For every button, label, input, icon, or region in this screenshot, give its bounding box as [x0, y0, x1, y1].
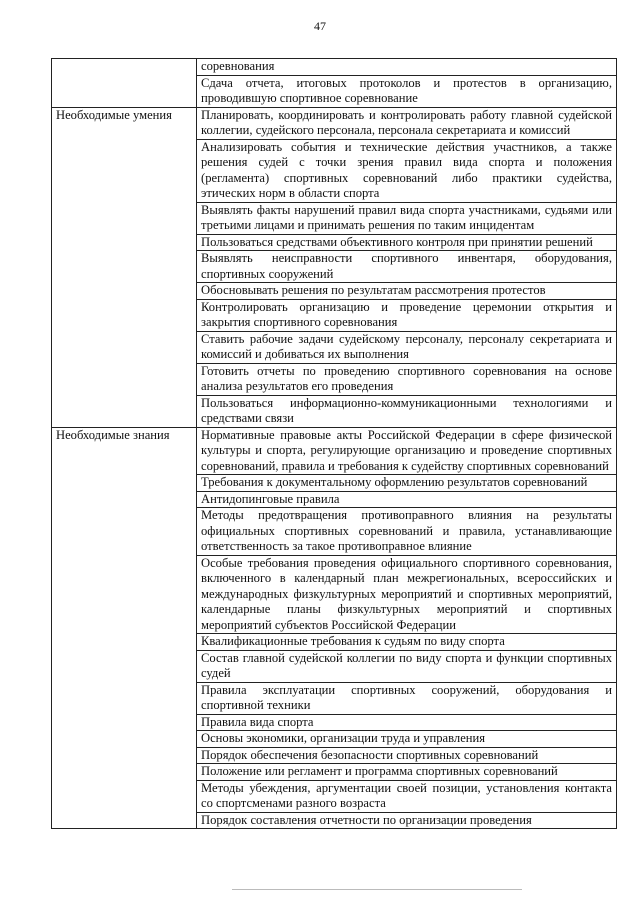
table-row [52, 107, 617, 139]
requirement-item: Правила вида спорта [197, 714, 617, 731]
section-label: Необходимые умения [52, 107, 197, 427]
requirement-item: Квалификационные требования к судьям по виду спорта [197, 634, 617, 651]
requirement-item: Обосновывать решения по результатам рассмотрения протестов [197, 283, 617, 300]
table-row [52, 427, 617, 475]
section-label [52, 59, 197, 108]
requirement-item: Пользоваться информационно-коммуникационными технологиями и средствами связи [197, 395, 617, 427]
requirement-item: Выявлять неисправности спортивного инвентаря, оборудования, спортивных сооружений [197, 251, 617, 283]
requirement-item: Анализировать события и технические действия участников, а также решения судей с точки зрения правил вида спорта и положения (регламента) спортивных соревнований либо практики судейства, этических норм в области спорта [197, 139, 617, 202]
requirement-item: Методы предотвращения противоправного влияния на результаты официальных спортивных соревнований и правила, устанавливающие ответственность за такое противоправное влияние [197, 508, 617, 556]
requirement-item: Планировать, координировать и контролировать работу главной судейской коллегии, судейского персонала, персонала секретариата и комиссий [197, 107, 617, 139]
requirement-item: Состав главной судейской коллегии по виду спорта и функции спортивных судей [197, 650, 617, 682]
requirement-item: Методы убеждения, аргументации своей позиции, установления контакта со спортсменами разного возраста [197, 780, 617, 812]
requirement-item: Сдача отчета, итоговых протоколов и протестов в организацию, проводившую спортивное соревнование [197, 75, 617, 107]
section-label: Необходимые знания [52, 427, 197, 829]
requirement-item: Ставить рабочие задачи судейскому персоналу, персоналу секретариата и комиссий и добиваться их выполнения [197, 331, 617, 363]
requirement-item: Порядок составления отчетности по организации проведения [197, 812, 617, 829]
requirement-item: Особые требования проведения официального спортивного соревнования, включенного в календарный план межрегиональных, всероссийских и международных физкультурных мероприятий и спортивных мероприятий, календарные планы физкультурных мероприятий и спортивных мероприятий субъектов Российской Федерации [197, 555, 617, 634]
requirement-item: Правила эксплуатации спортивных сооружений, оборудования и спортивной техники [197, 682, 617, 714]
requirement-item: Готовить отчеты по проведению спортивного соревнования на основе анализа результатов его проведения [197, 363, 617, 395]
requirement-item: Нормативные правовые акты Российской Федерации в сфере физической культуры и спорта, регулирующие организацию и проведение спортивных соревнований, правила и требования к судейству спортивных соревнований [197, 427, 617, 475]
table-row [52, 59, 617, 76]
requirement-item: Требования к документальному оформлению результатов соревнований [197, 475, 617, 492]
bottom-rule [232, 889, 522, 890]
requirement-item: соревнования [197, 59, 617, 76]
requirement-item: Контролировать организацию и проведение церемонии открытия и закрытия спортивного соревнования [197, 299, 617, 331]
page-number: 47 [314, 19, 326, 33]
requirements-table-body [52, 59, 617, 829]
requirement-item: Пользоваться средствами объективного контроля при принятии решений [197, 234, 617, 251]
requirement-item: Основы экономики, организации труда и управления [197, 731, 617, 748]
requirement-item: Выявлять факты нарушений правил вида спорта участниками, судьями или третьими лицами и принимать решения по таким инцидентам [197, 202, 617, 234]
requirements-table [51, 58, 617, 829]
requirement-item: Антидопинговые правила [197, 491, 617, 508]
requirement-item: Положение или регламент и программа спортивных соревнований [197, 764, 617, 781]
requirement-item: Порядок обеспечения безопасности спортивных соревнований [197, 747, 617, 764]
